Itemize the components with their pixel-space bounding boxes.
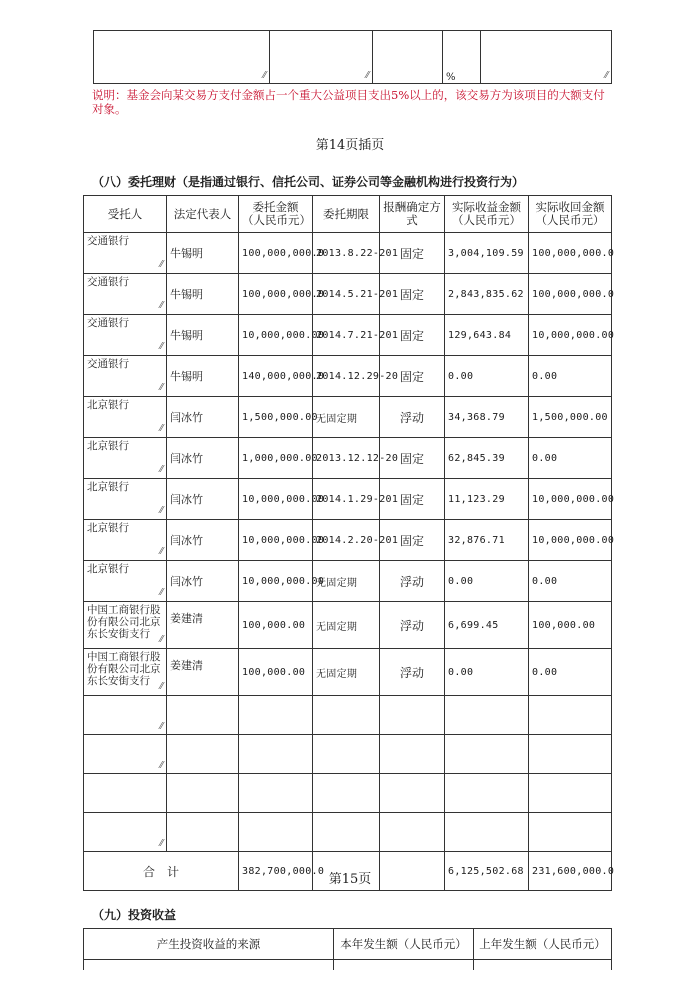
- cell-term: [313, 520, 399, 561]
- reward-method-value: 固定: [399, 287, 424, 302]
- cell-legal-rep: [167, 315, 239, 356]
- cell-trustee: 交通银行 ⁄⁄: [84, 274, 167, 315]
- actual-recovered-value: 10,000,000.00: [532, 534, 615, 546]
- cell-reward-method: [380, 315, 445, 356]
- actual-income-value: 0.00: [448, 666, 474, 678]
- legal-rep-value: 闫冰竹: [170, 452, 203, 465]
- fragment-cell: [373, 31, 443, 84]
- cell-actual-recovered: [529, 274, 615, 315]
- reward-method-value: 固定: [399, 246, 424, 261]
- actual-income-value: 62,845.39: [448, 452, 505, 464]
- header-previous-year: 上年发生额（人民币元）: [474, 929, 612, 960]
- note-text: 说明：基金会向某交易方支付金额占一个重大公益项目支出5%以上的，该交易方为该项目的大额支付对象。: [92, 88, 605, 116]
- actual-income-value: 6,699.45: [448, 619, 499, 631]
- actual-income-value: 129,643.84: [448, 329, 512, 341]
- legal-rep-value: 闫冰竹: [170, 411, 203, 424]
- actual-income-value: 0.00: [448, 370, 474, 382]
- cell-actual-recovered: [529, 438, 612, 479]
- cell-trustee: 中国工商银行股份有限公司北京东长安街支行 ⁄⁄: [84, 649, 167, 696]
- cell-trustee: 交通银行 ⁄⁄: [84, 315, 167, 356]
- header-legal-rep: 法定代表人: [167, 196, 239, 233]
- cell-actual-income: [445, 649, 529, 696]
- actual-income-value: 32,876.71: [448, 534, 505, 546]
- reward-method-value: 固定: [399, 533, 424, 548]
- cell-trustee: 中国工商银行股份有限公司北京东长安街支行 ⁄⁄: [84, 602, 167, 649]
- cell-legal-rep: [167, 561, 239, 602]
- trustee-value: 交通银行: [87, 276, 129, 288]
- reward-method-value: 固定: [399, 369, 424, 384]
- cell-reward-method: [380, 649, 445, 696]
- header-actual-income: 实际收益金额（人民币元）: [445, 196, 529, 233]
- amount-value: 1,000,000.00: [242, 452, 318, 464]
- total-recovered: 231,600,000.0: [529, 852, 612, 891]
- term-value: 无固定期: [316, 577, 358, 589]
- actual-income-value: 34,368.79: [448, 411, 505, 423]
- cell-actual-recovered: [529, 649, 612, 696]
- amount-value: 100,000.00: [242, 666, 306, 678]
- actual-recovered-value: 0.00: [532, 666, 558, 678]
- trustee-value: 交通银行: [87, 235, 129, 247]
- cell-actual-recovered: [529, 315, 615, 356]
- reward-method-value: 浮动: [399, 665, 424, 680]
- cell-legal-rep: [167, 520, 239, 561]
- cell-actual-income: [445, 397, 529, 438]
- legal-rep-value: 牛锡明: [170, 288, 203, 301]
- cell-reward-method: [380, 561, 445, 602]
- cell-amount: [239, 356, 325, 397]
- header-source: 产生投资收益的来源: [84, 929, 334, 960]
- cell-legal-rep: [167, 233, 239, 274]
- actual-recovered-value: 100,000,000.0: [532, 288, 615, 300]
- term-value: 2013.12.12-20: [316, 452, 399, 464]
- trustee-value: 北京银行: [87, 522, 129, 534]
- actual-income-value: 3,004,109.59: [448, 247, 524, 259]
- trustee-value: 交通银行: [87, 358, 129, 370]
- cell-actual-recovered: [529, 356, 612, 397]
- actual-income-value: 2,843,835.62: [448, 288, 524, 300]
- table-row: [84, 233, 612, 274]
- amount-value: 140,000,000.0: [242, 370, 325, 382]
- amount-value: 10,000,000.00: [242, 329, 325, 341]
- table-row-empty: ⁄⁄: [84, 735, 612, 774]
- table-row-empty: ⁄⁄: [84, 696, 612, 735]
- cell-term: [313, 649, 380, 696]
- trustee-value: 中国工商银行股份有限公司北京东长安街支行: [87, 604, 161, 640]
- term-value: 2014.7.21-201: [316, 329, 399, 341]
- fragment-cell: ⁄⁄: [270, 31, 373, 84]
- cell-reward-method: [380, 479, 445, 520]
- cell-amount: [239, 649, 313, 696]
- table-row-empty: [84, 774, 612, 813]
- cell-reward-method: [380, 438, 445, 479]
- fragment-cell: ⁄⁄: [481, 31, 612, 84]
- actual-recovered-value: 0.00: [532, 370, 558, 382]
- trustee-value: 交通银行: [87, 317, 129, 329]
- table-row: [84, 356, 612, 397]
- header-current-year: 本年发生额（人民币元）: [334, 929, 474, 960]
- cell-actual-income: [445, 356, 529, 397]
- cell-term: [313, 602, 380, 649]
- table-header-row: [84, 929, 612, 960]
- fragment-percent-cell: [443, 31, 481, 84]
- actual-recovered-value: 100,000,000.0: [532, 247, 615, 259]
- legal-rep-value: 牛锡明: [170, 247, 203, 260]
- cell-trustee: 交通银行 ⁄⁄: [84, 356, 167, 397]
- term-value: 2014.2.20-201: [316, 534, 399, 546]
- cell-actual-recovered: [529, 520, 615, 561]
- total-income: 6,125,502.68: [445, 852, 529, 891]
- cell-reward-method: [380, 274, 445, 315]
- total-label: 合 计: [84, 852, 239, 891]
- cell-legal-rep: [167, 397, 239, 438]
- actual-income-value: 0.00: [448, 575, 474, 587]
- cell-reward-method: [380, 356, 445, 397]
- cell-term: [313, 356, 399, 397]
- cell-amount: [239, 561, 325, 602]
- cell-term: [313, 438, 399, 479]
- cell-legal-rep: [167, 356, 239, 397]
- amount-value: 10,000,000.00: [242, 493, 325, 505]
- reward-method-value: 浮动: [399, 574, 424, 589]
- table-row-empty: ⁄⁄: [84, 813, 612, 852]
- previous-table-fragment: [93, 30, 612, 84]
- cell-actual-recovered: [529, 397, 612, 438]
- table-row: [84, 602, 612, 649]
- table-row: [84, 315, 612, 356]
- trustee-value: 北京银行: [87, 399, 129, 411]
- actual-income-value: 11,123.29: [448, 493, 505, 505]
- cell-amount: [239, 397, 318, 438]
- cell-actual-income: [445, 274, 529, 315]
- legal-rep-value: 闫冰竹: [170, 534, 203, 547]
- actual-recovered-value: 10,000,000.00: [532, 329, 615, 341]
- cell-reward-method: [380, 602, 445, 649]
- cell-term: [313, 561, 380, 602]
- actual-recovered-value: 0.00: [532, 452, 558, 464]
- cell-reward-method: [380, 397, 445, 438]
- reward-method-value: 固定: [399, 328, 424, 343]
- cell-trustee: 北京银行 ⁄⁄: [84, 561, 167, 602]
- cell-actual-income: [445, 602, 529, 649]
- cell-actual-income: [445, 479, 529, 520]
- table-row: [84, 561, 612, 602]
- table-row: [84, 479, 612, 520]
- reward-method-value: 浮动: [399, 410, 424, 425]
- cell-term: [313, 315, 399, 356]
- table-row: [84, 397, 612, 438]
- cell-amount: [239, 315, 325, 356]
- actual-recovered-value: 1,500,000.00: [532, 411, 608, 423]
- legal-rep-value: 闫冰竹: [170, 575, 203, 588]
- cell-legal-rep: [167, 274, 239, 315]
- cell-actual-recovered: [529, 602, 612, 649]
- cell-term: [313, 233, 399, 274]
- reward-method-value: 浮动: [399, 618, 424, 633]
- trustee-value: 北京银行: [87, 481, 129, 493]
- cell-actual-income: [445, 520, 529, 561]
- trustee-value: 中国工商银行股份有限公司北京东长安街支行: [87, 651, 161, 687]
- cell-term: [313, 479, 399, 520]
- cell-reward-method: [380, 520, 445, 561]
- amount-value: 100,000.00: [242, 619, 306, 631]
- actual-recovered-value: 0.00: [532, 575, 558, 587]
- table-row: [84, 274, 612, 315]
- actual-recovered-value: 100,000.00: [532, 619, 596, 631]
- header-term: 委托期限: [313, 196, 380, 233]
- section8-title: （八）委托理财（是指通过银行、信托公司、证券公司等金融机构进行投资行为）: [92, 175, 525, 189]
- legal-rep-value: 姜建清: [170, 612, 203, 625]
- investment-income-table: [83, 928, 612, 970]
- cell-reward-method: [380, 233, 445, 274]
- insert-page-label: 第14页插页: [315, 138, 385, 153]
- amount-value: 100,000,000.0: [242, 288, 325, 300]
- term-value: 2014.1.29-201: [316, 493, 399, 505]
- table-header-row: [84, 196, 612, 233]
- cell-term: [313, 397, 380, 438]
- header-actual-recovered: 实际收回金额（人民币元）: [529, 196, 612, 233]
- amount-value: 100,000,000.0: [242, 247, 325, 259]
- cell-actual-income: [445, 438, 529, 479]
- cell-actual-income: [445, 561, 529, 602]
- actual-recovered-value: 10,000,000.00: [532, 493, 615, 505]
- cell-amount: [239, 479, 325, 520]
- legal-rep-value: 牛锡明: [170, 370, 203, 383]
- trustee-value: 北京银行: [87, 563, 129, 575]
- trustee-value: 北京银行: [87, 440, 129, 452]
- cell-amount: [239, 520, 325, 561]
- cell-actual-recovered: [529, 479, 615, 520]
- amount-value: 1,500,000.00: [242, 411, 318, 423]
- cell-trustee: 北京银行 ⁄⁄: [84, 479, 167, 520]
- legal-rep-value: 牛锡明: [170, 329, 203, 342]
- table-row: [84, 438, 612, 479]
- cell-actual-recovered: [529, 561, 612, 602]
- cell-amount: [239, 602, 313, 649]
- cell-actual-income: [445, 233, 529, 274]
- cell-legal-rep: [167, 649, 239, 696]
- header-reward-method: 报酬确定方式: [380, 196, 445, 233]
- legal-rep-value: 姜建清: [170, 659, 203, 672]
- cell-legal-rep: [167, 602, 239, 649]
- legal-rep-value: 闫冰竹: [170, 493, 203, 506]
- entrusted-finance-table: [83, 195, 615, 891]
- section9-title: （九）投资收益: [92, 908, 177, 922]
- cell-actual-income: [445, 315, 529, 356]
- table-row: [84, 520, 612, 561]
- term-value: 2014.12.29-20: [316, 370, 399, 382]
- cell-legal-rep: [167, 438, 239, 479]
- amount-value: 10,000,000.00: [242, 534, 325, 546]
- term-value: 无固定期: [316, 621, 358, 633]
- term-value: 无固定期: [316, 413, 358, 425]
- cell-amount: [239, 438, 318, 479]
- cell-trustee: 北京银行 ⁄⁄: [84, 397, 167, 438]
- cell-trustee: 交通银行 ⁄⁄: [84, 233, 167, 274]
- cell-amount: [239, 233, 325, 274]
- cell-amount: [239, 274, 325, 315]
- total-amount: 382,700,000.0: [239, 852, 313, 891]
- cell-trustee: 北京银行 ⁄⁄: [84, 520, 167, 561]
- header-trustee: 受托人: [84, 196, 167, 233]
- cell-term: [313, 274, 399, 315]
- cell-legal-rep: [167, 479, 239, 520]
- percent-sign: %: [446, 72, 456, 83]
- term-value: 2014.5.21-201: [316, 288, 399, 300]
- page-label: 第15页: [328, 872, 372, 887]
- amount-value: 10,000,000.00: [242, 575, 325, 587]
- reward-method-value: 固定: [399, 492, 424, 507]
- term-value: 2013.8.22-201: [316, 247, 399, 259]
- fragment-cell: ⁄⁄: [94, 31, 270, 84]
- header-amount: 委托金额（人民币元）: [239, 196, 313, 233]
- reward-method-value: 固定: [399, 451, 424, 466]
- term-value: 无固定期: [316, 668, 358, 680]
- cell-actual-recovered: [529, 233, 615, 274]
- cell-trustee: 北京银行 ⁄⁄: [84, 438, 167, 479]
- table-row: [84, 649, 612, 696]
